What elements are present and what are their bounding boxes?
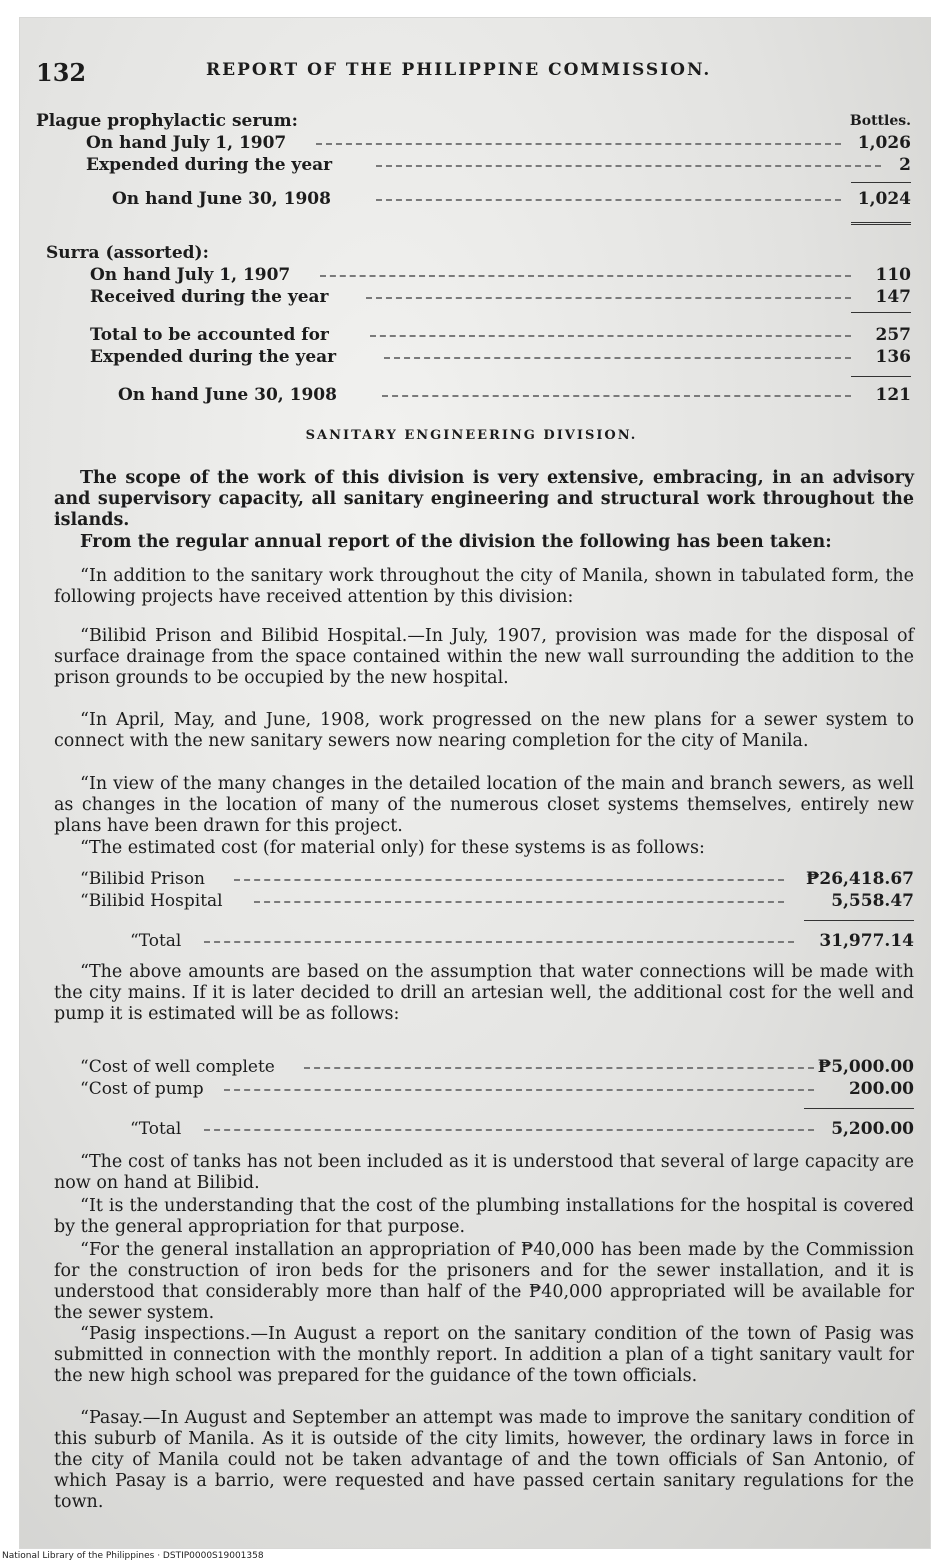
row-value: 110	[875, 265, 911, 285]
surra-heading: Surra (assorted):	[46, 243, 209, 263]
surra-table	[36, 242, 911, 406]
paragraph-text: “In April, May, and June, 1908, work progressed on the new plans for a sewer system to connect with the new sanitary sewers now nearing completion for the city of Manila.	[54, 710, 914, 751]
plague-heading: Plague prophylactic serum:	[36, 111, 298, 131]
row-label: Received during the year	[90, 287, 329, 307]
well-table	[54, 1056, 914, 1140]
row-value: 200.00	[848, 1079, 914, 1099]
page-number: 132	[36, 58, 87, 87]
quoted-paragraph	[54, 774, 914, 837]
intro-paragraph	[54, 468, 914, 531]
row-value: 1,024	[857, 189, 911, 209]
paragraph-text: “The cost of tanks has not been included as it is understood that several of large capacity are now on hand at Bilibid.	[54, 1152, 914, 1193]
table-row	[36, 132, 911, 154]
row-value: 257	[875, 325, 911, 345]
row-label: “Bilibid Hospital	[80, 891, 223, 911]
row-label: “Cost of pump	[80, 1079, 204, 1099]
row-value: ₱26,418.67	[805, 869, 914, 889]
paragraph-text: “Pasig inspections.—In August a report on the sanitary condition of the town of Pasig was submitted in connection with the monthly report. In addition a plan of a tight sanitary vault for the new high school was prepared for the guidance of the town officials.	[54, 1324, 914, 1386]
row-label: Expended during the year	[86, 155, 333, 175]
row-label: On hand June 30, 1908	[112, 189, 331, 209]
table-row	[36, 346, 911, 368]
quoted-paragraph	[54, 962, 914, 1025]
paragraph-text: “The above amounts are based on the assumption that water connections will be made with the city mains. If it is later decided to drill an artesian well, the additional cost for the well and pump it is estimated will be as follows:	[54, 962, 914, 1024]
row-label: “Bilibid Prison	[80, 869, 206, 889]
quoted-paragraph	[54, 1408, 914, 1513]
row-label: On hand June 30, 1908	[118, 385, 337, 405]
table-row	[54, 1056, 914, 1078]
table-row	[54, 890, 914, 912]
row-label: On hand July 1, 1907	[86, 133, 287, 153]
table-total-row	[54, 1118, 914, 1140]
quoted-paragraph	[54, 1240, 914, 1324]
row-value: 2	[899, 155, 911, 175]
table-row	[54, 868, 914, 890]
table-total-row	[54, 930, 914, 952]
paragraph-text: “In view of the many changes in the detailed location of the main and branch sewers, as well as changes in the location of many of the numerous closet systems themselves, entirely new plans have been drawn for this project.	[54, 774, 914, 836]
quoted-paragraph	[54, 1324, 914, 1387]
quoted-paragraph	[54, 1152, 914, 1194]
paragraph-text: “For the general installation an appropriation of ₱40,000 has been made by the Commission for the construction of iron beds for the prisoners and for the sewer installation, and it is understood that considerably more than half of the ₱40,000 appropriated will be available for the sewer system.	[54, 1240, 914, 1323]
plague-table	[36, 110, 911, 210]
row-label: Expended during the year	[90, 347, 337, 367]
table-row	[36, 264, 911, 286]
row-value: 121	[875, 385, 911, 405]
paragraph-text: From the regular annual report of the division the following has been taken:	[80, 532, 832, 552]
row-value: 136	[875, 347, 911, 367]
row-value: 1,026	[857, 133, 911, 153]
table-row	[36, 324, 911, 346]
row-value: 5,200.00	[831, 1119, 914, 1139]
paragraph-text: “In addition to the sanitary work throughout the city of Manila, shown in tabulated form, the following projects have received attention by this division:	[54, 566, 914, 607]
table-total-row	[36, 384, 911, 406]
quoted-paragraph	[54, 838, 914, 859]
row-label: “Cost of well complete	[80, 1057, 275, 1077]
table-row	[36, 286, 911, 308]
row-value: 5,558.47	[831, 891, 914, 911]
unit-bottles: Bottles.	[849, 113, 911, 129]
quoted-paragraph	[54, 566, 914, 608]
row-label: “Total	[130, 1119, 182, 1139]
table-total-row	[36, 188, 911, 210]
archive-footer: National Library of the Philippines · DSTIP0000S19001358	[2, 1551, 264, 1561]
paragraph-text: “It is the understanding that the cost of the plumbing installations for the hospital is covered by the general appropriation for that purpose.	[54, 1196, 914, 1237]
row-value: 31,977.14	[819, 931, 914, 951]
paragraph-text: “Bilibid Prison and Bilibid Hospital.—In July, 1907, provision was made for the disposal of surface drainage from the space contained within the new wall surrounding the addition to the prison grounds to be occupied by the new hospital.	[54, 626, 914, 688]
division-heading: SANITARY ENGINEERING DIVISION.	[305, 428, 638, 443]
table-row	[36, 154, 911, 176]
table-row	[54, 1078, 914, 1100]
quoted-paragraph	[54, 710, 914, 752]
paragraph-text: The scope of the work of this division is very extensive, embracing, in an advisory and supervisory capacity, all sanitary engineering and structural work throughout the islands.	[54, 468, 914, 530]
row-value: 147	[875, 287, 911, 307]
intro-paragraph	[54, 532, 914, 553]
row-value: ₱5,000.00	[817, 1057, 914, 1077]
quoted-paragraph	[54, 1196, 914, 1238]
running-head: REPORT OF THE PHILIPPINE COMMISSION.	[206, 60, 712, 80]
quoted-paragraph	[54, 626, 914, 689]
paragraph-text: “The estimated cost (for material only) for these systems is as follows:	[80, 838, 705, 858]
row-label: “Total	[130, 931, 182, 951]
cost-table	[54, 868, 914, 952]
paragraph-text: “Pasay.—In August and September an attempt was made to improve the sanitary condition of this suburb of Manila. As it is outside of the city limits, however, the ordinary laws in force in the city of Manila could not be taken advantage of and the town officials of San Antonio, of which Pasay is a barrio, were requested and have passed certain sanitary regulations for the town.	[54, 1408, 914, 1512]
row-label: Total to be accounted for	[90, 325, 329, 345]
row-label: On hand July 1, 1907	[90, 265, 291, 285]
page-header	[36, 58, 903, 88]
